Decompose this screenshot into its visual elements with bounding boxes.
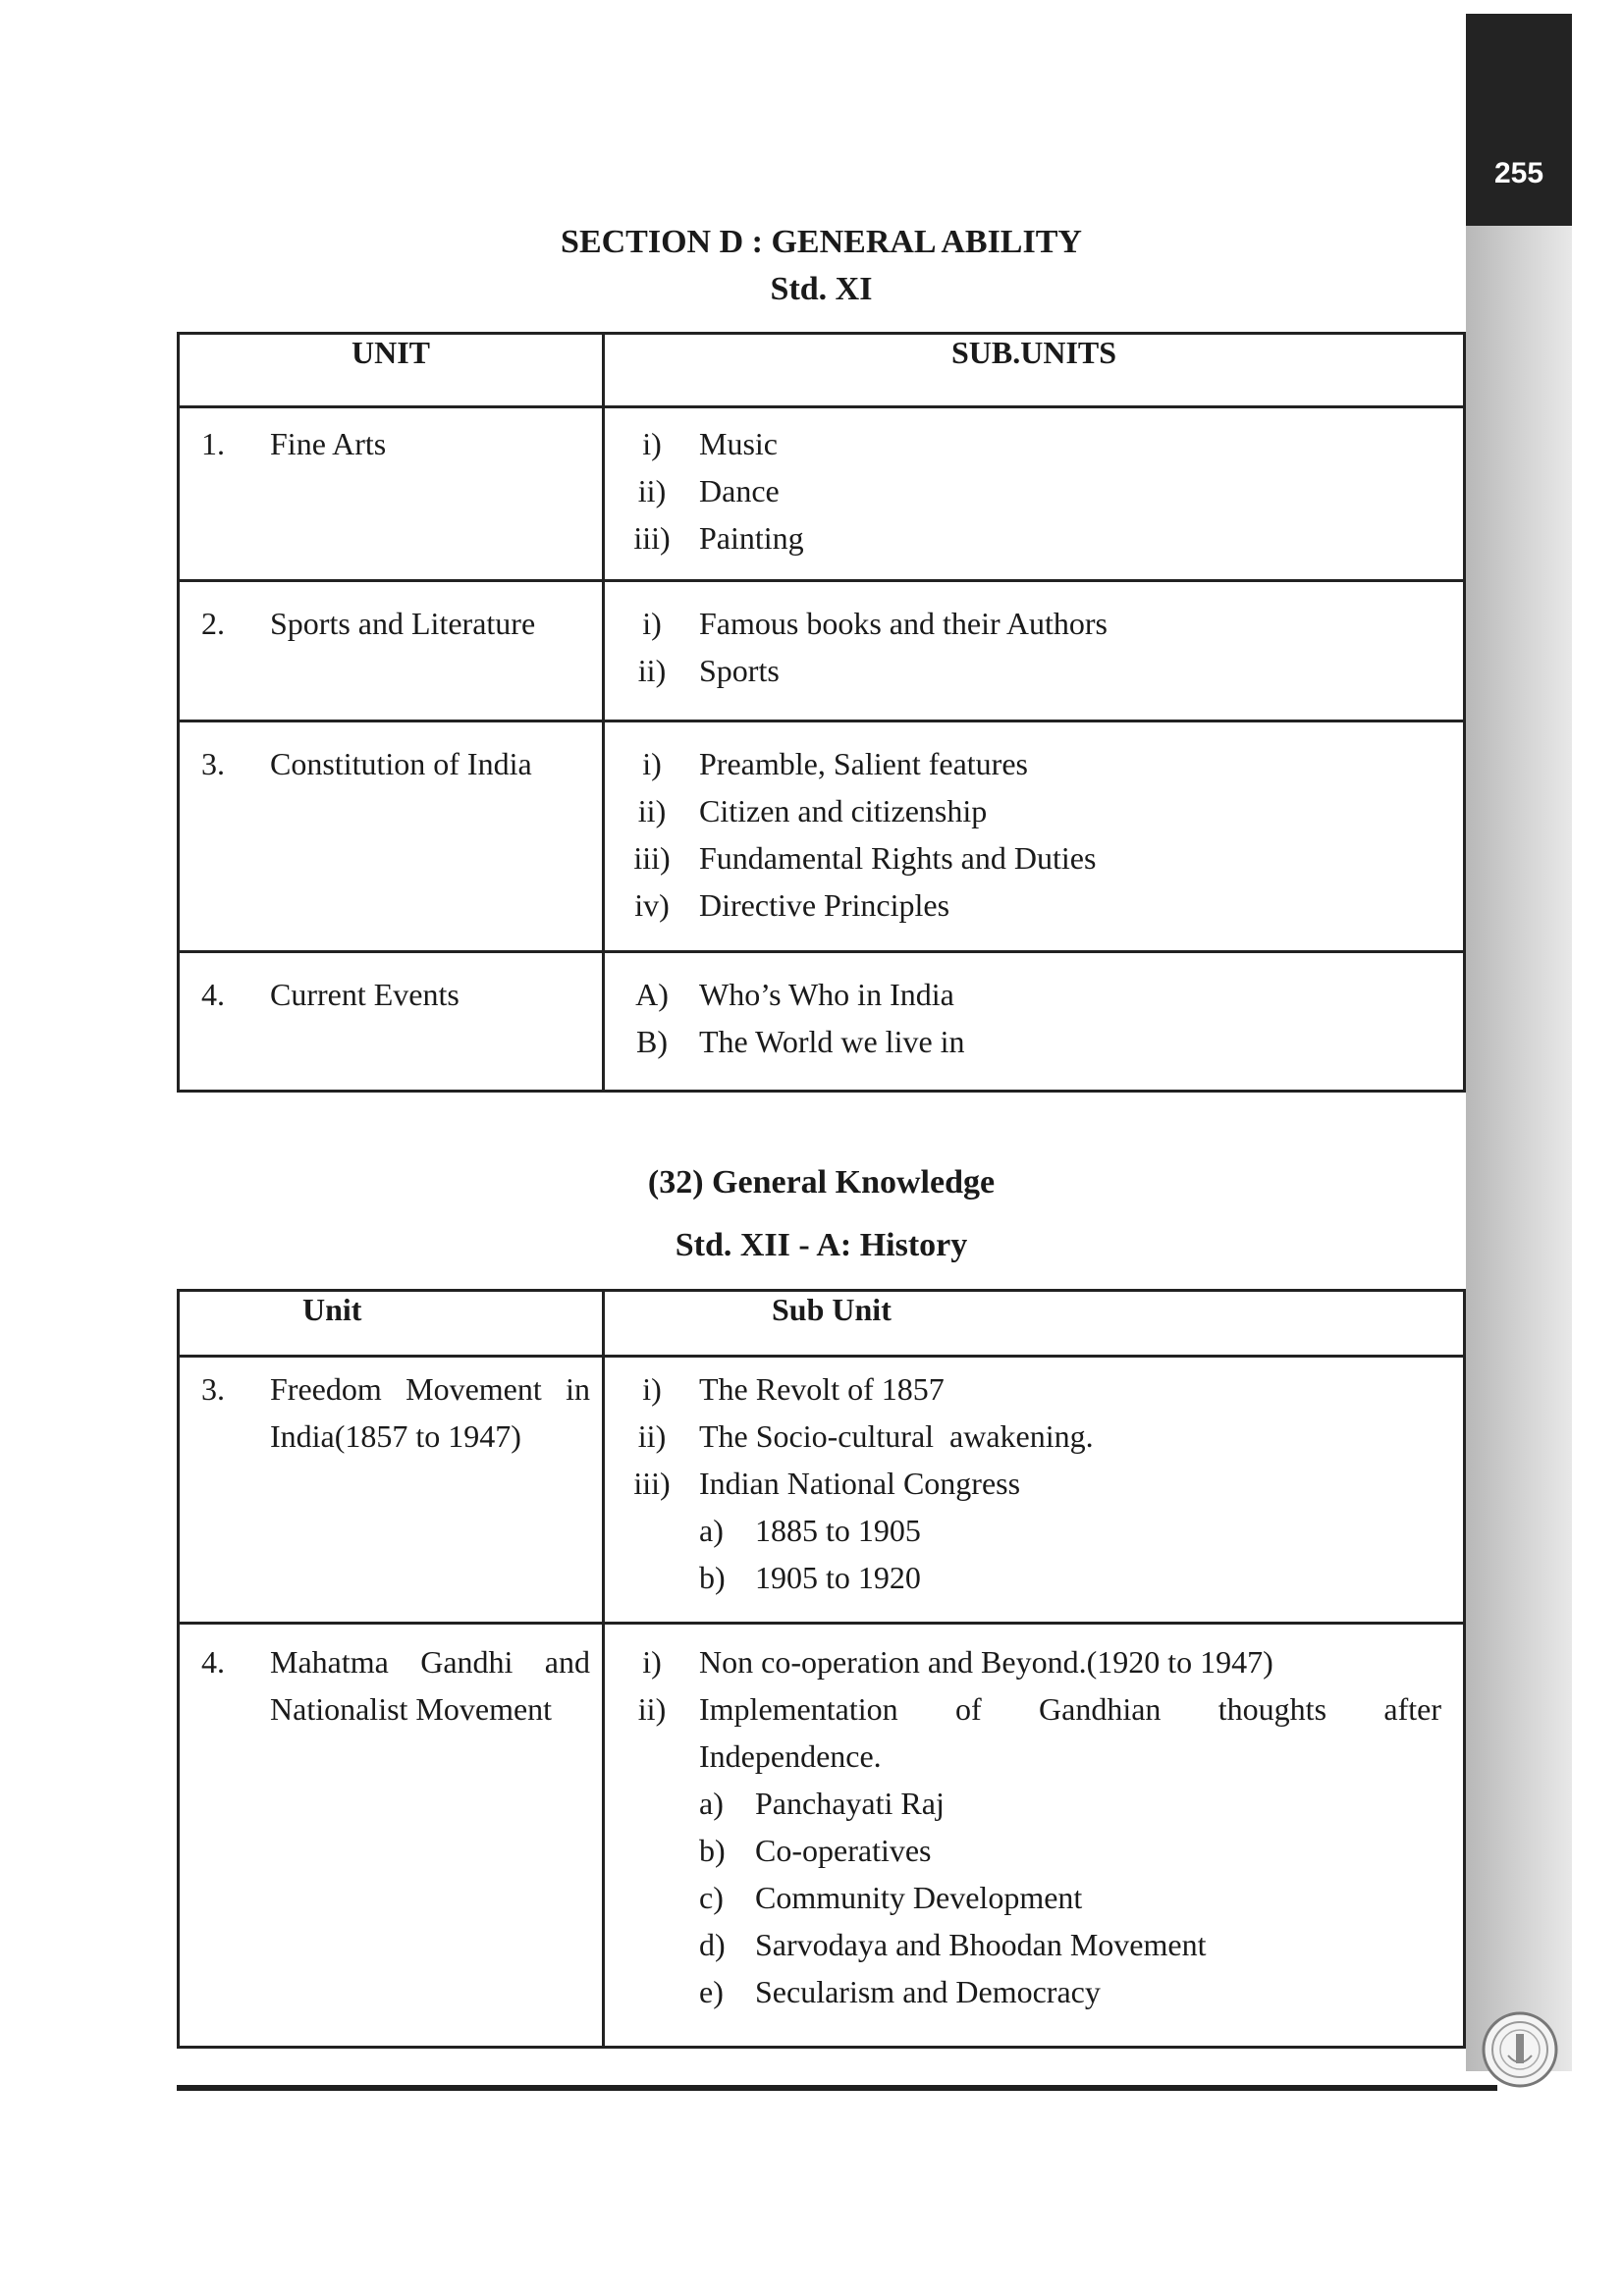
table-row — [179, 952, 1465, 1092]
unit-name: Mahatma Gandhi and Nationalist Movement — [270, 1644, 590, 1727]
sub-unit-item: ii) Dance — [637, 473, 780, 508]
header-sub-unit: Sub Unit — [604, 1291, 1465, 1357]
nested-item: a) 1885 to 1905 — [699, 1513, 921, 1548]
header-sub-units: SUB.UNITS — [604, 334, 1465, 407]
unit-name: Freedom Movement in India(1857 to 1947) — [270, 1371, 590, 1454]
unit-name: Sports and Literature — [270, 606, 536, 641]
header-unit: Unit — [179, 1291, 604, 1357]
unit-name: Constitution of India — [270, 746, 532, 781]
sub-unit-item: ii) The Socio-cultural awakening. — [637, 1418, 1094, 1454]
table-row — [179, 721, 1465, 952]
sub-unit-item: iii) Painting — [633, 520, 804, 556]
sub-unit-item: i) Non co-operation and Beyond.(1920 to 1947) — [642, 1644, 1273, 1680]
history-table — [177, 1289, 1466, 2049]
section-title: SECTION D : GENERAL ABILITY — [561, 224, 1082, 260]
table-row — [179, 1357, 1465, 1624]
table-header-row — [179, 1291, 1465, 1357]
sub-unit-item: B) The World we live in — [636, 1024, 965, 1059]
sub-unit-continuation: Independence. — [699, 1738, 882, 1774]
nested-item: b) Co-operatives — [699, 1833, 932, 1868]
bottom-rule — [177, 2085, 1497, 2091]
emblem-seal-icon — [1481, 2010, 1559, 2089]
sub-unit-item: iii) Indian National Congress — [633, 1466, 1021, 1501]
gk-title: (32) General Knowledge — [647, 1164, 996, 1201]
unit-number: 4. — [201, 1644, 225, 1680]
unit-number: 3. — [201, 746, 225, 781]
table-row — [179, 581, 1465, 721]
header-unit: UNIT — [179, 334, 604, 407]
unit-name: Fine Arts — [270, 426, 387, 461]
page-number: 255 — [1493, 157, 1544, 189]
nested-item: c) Community Development — [699, 1880, 1083, 1915]
sub-unit-item: iii) Fundamental Rights and Duties — [633, 840, 1097, 876]
sub-unit-item: ii) Sports — [637, 653, 780, 688]
side-tab-dark — [1466, 14, 1572, 226]
gk-std: Std. XII - A: History — [675, 1227, 968, 1263]
general-ability-table — [177, 332, 1466, 1093]
sub-unit-item: iv) Directive Principles — [634, 887, 950, 923]
sub-unit-item: A) Who’s Who in India — [635, 977, 954, 1012]
table-row — [179, 407, 1465, 581]
unit-number: 3. — [201, 1371, 225, 1407]
sub-unit-item: i) The Revolt of 1857 — [642, 1371, 945, 1407]
unit-number: 1. — [201, 426, 225, 461]
sub-unit-item: ii) Implementation of Gandhian thoughts after — [637, 1691, 1441, 1727]
nested-item: e) Secularism and Democracy — [699, 1974, 1101, 2009]
section-std: Std. XI — [770, 271, 873, 307]
nested-item: d) Sarvodaya and Bhoodan Movement — [699, 1927, 1207, 1962]
unit-name: Current Events — [270, 977, 460, 1012]
nested-item: a) Panchayati Raj — [699, 1786, 945, 1821]
sub-unit-item: i) Music — [642, 426, 778, 461]
table-row — [179, 1624, 1465, 2048]
sub-unit-item: i) Famous books and their Authors — [642, 606, 1108, 641]
sub-unit-item: ii) Citizen and citizenship — [637, 793, 988, 828]
unit-number: 2. — [201, 606, 225, 641]
nested-item: b) 1905 to 1920 — [699, 1560, 921, 1595]
sub-unit-item: i) Preamble, Salient features — [642, 746, 1028, 781]
unit-number: 4. — [201, 977, 225, 1012]
side-tab-grey — [1466, 226, 1572, 2071]
table-header-row — [179, 334, 1465, 407]
